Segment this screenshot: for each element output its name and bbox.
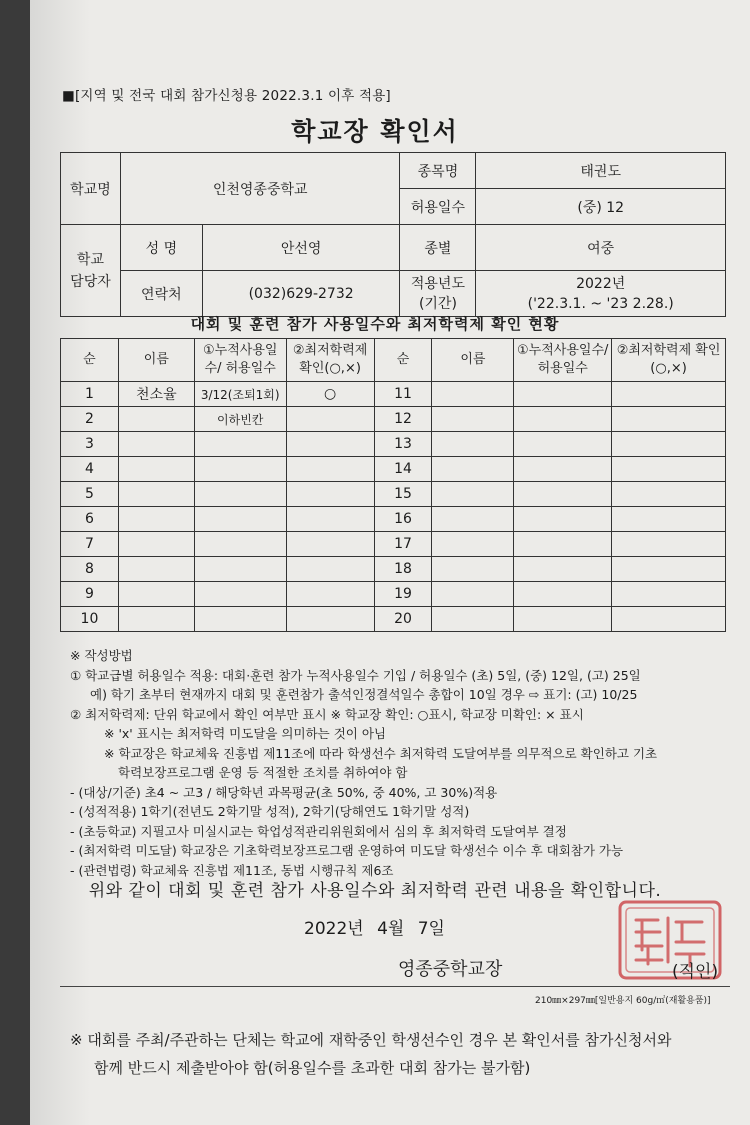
row-num-right: 13 (374, 432, 432, 457)
divider (60, 986, 730, 987)
row-days: 3/12(조퇴1회) (194, 382, 286, 407)
row-days (194, 582, 286, 607)
row-name-right (432, 607, 514, 632)
footer-line: ※ 대회를 주최/주관하는 단체는 학교에 재학중인 학생선수인 경우 본 확인서를 참가신청서와 (70, 1031, 672, 1049)
gender-label: 종별 (400, 225, 476, 271)
row-academic-right (612, 507, 726, 532)
allowed-days-value: (중) 12 (476, 189, 726, 225)
table-row (61, 482, 726, 507)
issue-date: 2022년 4월 7일 (304, 919, 445, 939)
note-line: - (초등학교) 지필고사 미실시교는 학업성적관리위원회에서 심의 후 최저학력 도달여부 결정 (70, 823, 567, 839)
confirm-statement: 위와 같이 대회 및 훈련 참가 사용일수와 최저학력 관련 내용을 확인합니다. (88, 881, 662, 901)
row-name (118, 432, 194, 457)
row-num: 9 (61, 582, 119, 607)
row-academic (286, 457, 374, 482)
row-academic (286, 432, 374, 457)
row-num: 5 (61, 482, 119, 507)
row-days-right (514, 482, 612, 507)
row-num: 7 (61, 532, 119, 557)
footer-note (70, 1026, 740, 1082)
header-academic-right: ②최저학력제 확인(○,×) (612, 339, 726, 382)
row-num-right: 12 (374, 407, 432, 432)
row-days-right (514, 532, 612, 557)
table-row (61, 582, 726, 607)
row-name-right (432, 407, 514, 432)
table-row (61, 557, 726, 582)
table-row (61, 532, 726, 557)
row-days (194, 557, 286, 582)
paper-spec: 210㎜×297㎜[일반용지 60g/㎡(재활용품)] (535, 996, 711, 1006)
row-academic (286, 532, 374, 557)
row-academic-right (612, 382, 726, 407)
row-academic (286, 557, 374, 582)
row-days-right (514, 457, 612, 482)
header-num: 순 (61, 339, 119, 382)
row-name (118, 532, 194, 557)
row-days-right (514, 557, 612, 582)
period-value: ('22.3.1. ~ '23 2.28.) (527, 295, 674, 312)
row-name (118, 557, 194, 582)
row-num-right: 11 (374, 382, 432, 407)
note-line: ① 학교급별 허용일수 적용: 대회·훈련 참가 누적사용일수 기입 / 허용일수 (초) 5일, (중) 12일, (고) 25일 (70, 667, 641, 683)
row-days-right (514, 382, 612, 407)
contact-label: 연락처 (120, 271, 202, 317)
school-value: 인천영종중학교 (120, 153, 400, 225)
row-name-right (432, 532, 514, 557)
row-academic-right (612, 557, 726, 582)
sport-value: 태권도 (476, 153, 726, 189)
row-days-right (514, 507, 612, 532)
row-num: 6 (61, 507, 119, 532)
allowed-days-label: 허용일수 (400, 189, 476, 225)
principal-signature: 영종중학교장 (398, 959, 503, 980)
row-num-right: 16 (374, 507, 432, 532)
note-line: - (대상/기준) 초4 ~ 고3 / 해당학년 과목평균(초 50%, 중 40%, 고 30%)적용 (70, 784, 498, 800)
row-name-right (432, 382, 514, 407)
row-name (118, 457, 194, 482)
row-num: 3 (61, 432, 119, 457)
note-line: ※ 학교장은 학교체육 진흥법 제11조에 따라 학생선수 최저학력 도달여부를 의무적으로 확인하고 기초 (104, 745, 658, 761)
row-num: 8 (61, 557, 119, 582)
row-academic-right (612, 457, 726, 482)
note-line: ※ 'x' 표시는 최저학력 미도달을 의미하는 것이 아님 (104, 726, 386, 741)
row-name-right (432, 507, 514, 532)
row-name-right (432, 582, 514, 607)
row-num-right: 19 (374, 582, 432, 607)
header-num-right: 순 (374, 339, 432, 382)
row-name-right (432, 557, 514, 582)
usage-table-body (61, 339, 726, 632)
table-row (61, 507, 726, 532)
seal-label: (직인) (672, 962, 719, 982)
usage-table (60, 338, 726, 632)
row-num: 2 (61, 407, 119, 432)
header-academic: ②최저학력제 확인(○,×) (286, 339, 374, 382)
instructions (70, 646, 740, 880)
row-days-right (514, 582, 612, 607)
contact-value: (032)629-2732 (202, 271, 400, 317)
row-days (194, 607, 286, 632)
header-days-right: ①누적사용일수/ 허용일수 (514, 339, 612, 382)
header-note: ■[지역 및 전국 대회 참가신청용 2022.3.1 이후 적용] (62, 88, 391, 104)
manager-label: 학교 담당자 (61, 225, 121, 317)
header-name-right: 이름 (432, 339, 514, 382)
row-academic-right (612, 532, 726, 557)
sport-label: 종목명 (400, 153, 476, 189)
document-title: 학교장 확인서 (291, 117, 459, 146)
row-days (194, 457, 286, 482)
row-academic (286, 482, 374, 507)
row-name (118, 582, 194, 607)
row-days-right (514, 407, 612, 432)
note-line: - (최저학력 미도달) 학교장은 기초학력보장프로그램 운영하여 미도달 학생선수 이수 후 대회참가 가능 (70, 843, 624, 858)
header-name: 이름 (118, 339, 194, 382)
name-value: 안선영 (202, 225, 400, 271)
footer-line: 함께 반드시 제출받아야 함(허용일수를 초과한 대회 참가는 불가함) (94, 1059, 531, 1077)
row-num-right: 14 (374, 457, 432, 482)
row-name (118, 407, 194, 432)
year-cell (476, 271, 726, 317)
school-label: 학교명 (61, 153, 121, 225)
row-academic-right (612, 482, 726, 507)
row-num: 4 (61, 457, 119, 482)
row-academic-right (612, 607, 726, 632)
name-label: 성 명 (120, 225, 202, 271)
table-header-row (61, 339, 726, 382)
table-row (61, 457, 726, 482)
row-name-right (432, 482, 514, 507)
section-title: 대회 및 훈련 참가 사용일수와 최저학력제 확인 현황 (190, 315, 560, 333)
table-row (61, 607, 726, 632)
row-num-right: 18 (374, 557, 432, 582)
row-academic: ○ (286, 382, 374, 407)
gender-value: 여중 (476, 225, 726, 271)
info-table (60, 152, 726, 317)
row-academic (286, 507, 374, 532)
row-name-right (432, 457, 514, 482)
table-row (61, 432, 726, 457)
row-name (118, 507, 194, 532)
row-num-right: 17 (374, 532, 432, 557)
row-days (194, 482, 286, 507)
row-academic (286, 607, 374, 632)
row-name (118, 482, 194, 507)
row-academic-right (612, 407, 726, 432)
note-line: ② 최저학력제: 단위 학교에서 확인 여부만 표시 ※ 학교장 확인: ○표시, 학교장 미확인: × 표시 (70, 706, 584, 722)
row-academic-right (612, 582, 726, 607)
header-days: ①누적사용일수/ 허용일수 (194, 339, 286, 382)
row-days (194, 507, 286, 532)
row-days (194, 432, 286, 457)
row-days-right (514, 432, 612, 457)
row-academic (286, 407, 374, 432)
note-line: 예) 학기 초부터 현재까지 대회 및 훈련참가 출석인정결석일수 총합이 10일 경우 ⇨ 표기: (고) 10/25 (90, 687, 638, 702)
row-days: 이하빈칸 (194, 407, 286, 432)
year-value: 2022년 (576, 275, 626, 292)
note-line: - (성적적용) 1학기(전년도 2학기말 성적), 2학기(당해연도 1학기말 성적) (70, 804, 470, 819)
row-academic (286, 582, 374, 607)
row-days-right (514, 607, 612, 632)
row-days (194, 532, 286, 557)
row-num: 10 (61, 607, 119, 632)
note-line: 학력보장프로그램 운영 등 적절한 조치를 취하여야 함 (118, 765, 408, 780)
row-name: 천소율 (118, 382, 194, 407)
row-name-right (432, 432, 514, 457)
row-num-right: 15 (374, 482, 432, 507)
table-row (61, 407, 726, 432)
year-label: 적용년도 (기간) (400, 271, 476, 317)
note-line: - (관련법령) 학교체육 진흥법 제11조, 동법 시행규칙 제6조 (70, 862, 394, 878)
note-line: ※ 작성방법 (70, 648, 133, 663)
table-row (61, 382, 726, 407)
row-num-right: 20 (374, 607, 432, 632)
row-academic-right (612, 432, 726, 457)
row-num: 1 (61, 382, 119, 407)
row-name (118, 607, 194, 632)
